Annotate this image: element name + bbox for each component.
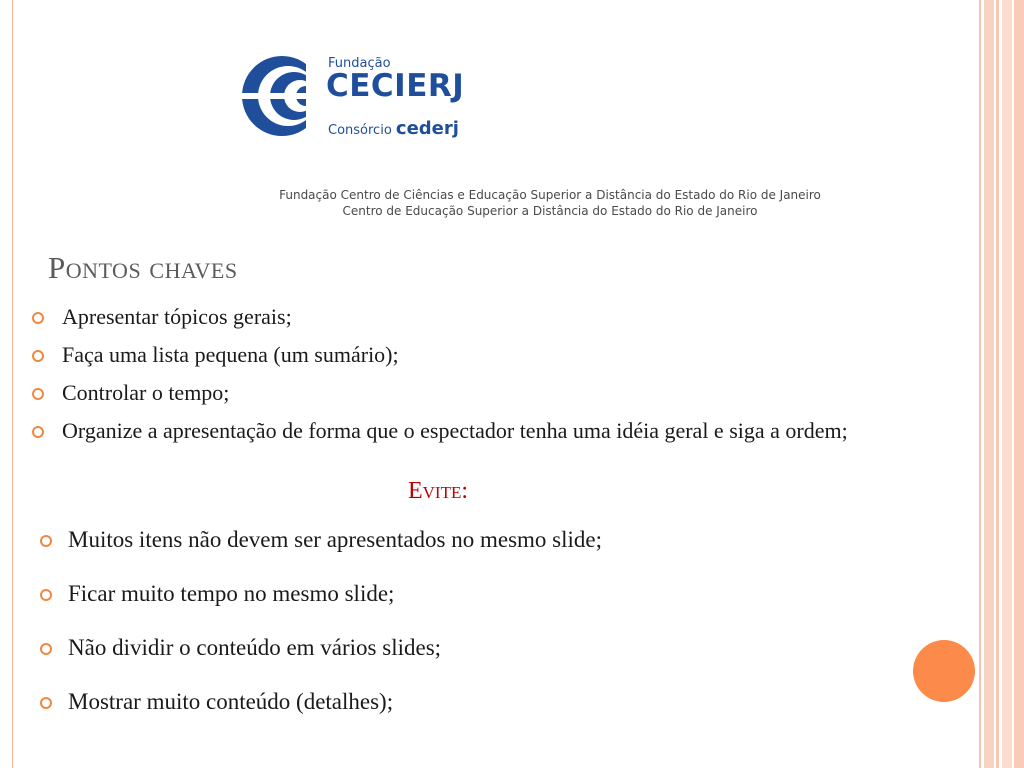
institution-line-2: Centro de Educação Superior a Distância do Estado do Rio de Janeiro	[342, 204, 758, 218]
list-item	[36, 686, 936, 740]
avoid-heading: Evite:	[408, 478, 469, 504]
decor-stripe	[1002, 0, 1012, 768]
bullet-circle-icon	[32, 312, 44, 324]
list-item-text: Controlar o tempo;	[62, 380, 230, 405]
list-item-text: Muitos itens não devem ser apresentados no mesmo slide;	[68, 527, 603, 552]
logo-main-text: CECIERJ	[326, 68, 465, 104]
list-item-text: Faça uma lista pequena (um sumário);	[62, 342, 399, 367]
decor-stripe	[1014, 0, 1024, 768]
logo-bottom-text	[328, 118, 459, 139]
list-item	[28, 416, 968, 445]
list-item-text: Não dividir o conteúdo em vários slides;	[68, 635, 442, 660]
bullet-circle-icon	[32, 426, 44, 438]
list-item-text: Mostrar muito conteúdo (detalhes);	[68, 689, 394, 714]
cecierj-logo	[236, 52, 476, 144]
logo-top-text: Fundação	[328, 56, 391, 71]
slide-title: Pontos chaves	[48, 250, 238, 285]
list-item-text: Apresentar tópicos gerais;	[62, 304, 292, 329]
list-item-text: Ficar muito tempo no mesmo slide;	[68, 581, 395, 606]
bullet-circle-icon	[40, 643, 52, 655]
slide-border-left	[12, 0, 13, 768]
list-item	[28, 378, 968, 407]
avoid-list	[36, 524, 936, 740]
list-item	[28, 340, 968, 369]
decor-stripe	[984, 0, 994, 768]
decor-stripe	[996, 0, 999, 768]
logo-bottom-label: Consórcio	[328, 123, 392, 138]
list-item	[28, 302, 968, 331]
decor-stripe	[979, 0, 981, 768]
bullet-circle-icon	[40, 535, 52, 547]
list-item	[36, 578, 936, 632]
decor-orange-circle	[913, 640, 975, 702]
bullet-circle-icon	[40, 697, 52, 709]
list-item	[36, 632, 936, 686]
bullet-circle-icon	[32, 388, 44, 400]
institution-line-1: Fundação Centro de Ciências e Educação Superior a Distância do Estado do Rio de Janeiro	[279, 188, 821, 202]
key-points-list	[28, 302, 968, 454]
list-item-text: Organize a apresentação de forma que o espectador tenha uma idéia geral e siga a ordem;	[62, 418, 848, 443]
cecierj-swirl-icon	[236, 52, 328, 144]
bullet-circle-icon	[40, 589, 52, 601]
logo-bottom-bold: cederj	[395, 118, 459, 139]
list-item	[36, 524, 936, 578]
bullet-circle-icon	[32, 350, 44, 362]
